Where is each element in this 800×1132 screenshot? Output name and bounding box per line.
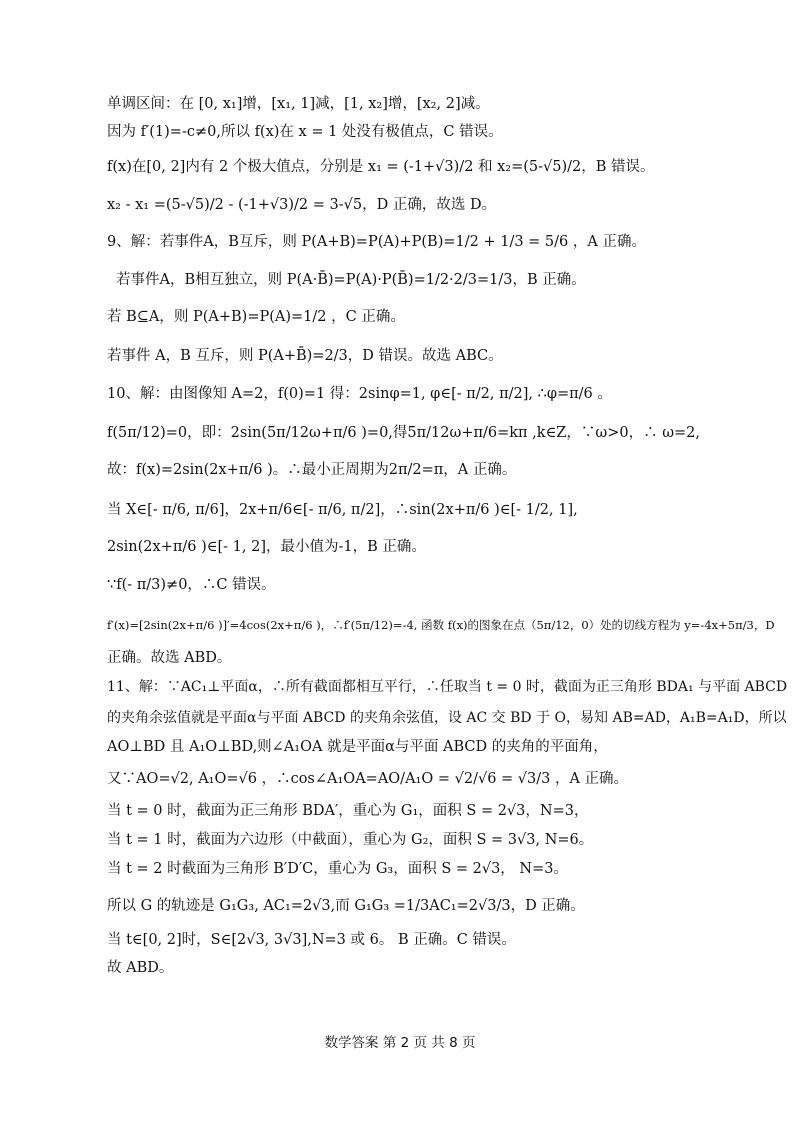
text-line: x₂ - x₁ =(5-√5)/2 - (-1+√3)/2 = 3-√5，D 正确，故选 D。	[107, 197, 497, 213]
text-line: 若事件 A，B 互斥，则 P(A+B̄)=2/3，D 错误。故选 ABC。	[107, 348, 503, 364]
text-line: 2sin(2x+π/6 )∈[- 1, 2]，最小值为-1，B 正确。	[107, 539, 426, 555]
text-line: 正确。故选 ABD。	[107, 650, 232, 666]
text-line: 当 t = 0 时，截面为正三角形 BDA′，重心为 G₁，面积 S = 2√3，N=3，	[107, 803, 589, 819]
text-line: 单调区间：在 [0, x₁]增，[x₁, 1]减，[1, x₂]增，[x₂, 2]减。	[107, 96, 490, 112]
text-line: 因为 f′(1)=-c≠0,所以 f(x)在 x = 1 处没有极值点，C 错误。	[107, 124, 503, 140]
text-line: 当 t = 2 时截面为三角形 B′D′C，重心为 G₃，面积 S = 2√3， N=3。	[107, 861, 568, 877]
text-line: 所以 G 的轨迹是 G₁G₃, AC₁=2√3,而 G₁G₃ =1/3AC₁=2√3/3，D 正确。	[107, 898, 585, 914]
text-line: 当 t = 1 时，截面为六边形（中截面），重心为 G₂，面积 S = 3√3, N=6。	[107, 832, 594, 848]
text-line: 若事件A，B相互独立，则 P(A·B̄)=P(A)·P(B̄)=1/2·2/3=1/3，B 正确。	[116, 272, 586, 288]
text-line: f(x)在[0, 2]内有 2 个极大值点，分别是 x₁ = (-1+√3)/2 和 x₂=(5-√5)/2，B 错误。	[107, 159, 655, 175]
text-line: f(5π/12)=0，即：2sin(5π/12ω+π/6 )=0,得5π/12ω+π/6=kπ ,k∈Z，∵ω>0，∴ ω=2,	[107, 425, 700, 441]
text-line: 的夹角余弦值就是平面α与平面 ABCD 的夹角余弦值，设 AC 交 BD 于 O，易知 AB=AD，A₁B=A₁D，所以	[107, 710, 787, 726]
page-footer: 数学答案 第 2 页 共 8 页	[324, 1035, 476, 1051]
text-line: 故 ABD。	[107, 960, 174, 976]
text-line: 故：f(x)=2sin(2x+π/6 )。∴最小正周期为2π/2=π，A 正确。	[107, 462, 517, 478]
text-line: f′(x)=[2sin(2x+π/6 )]′=4cos(2x+π/6 )，∴f′(5π/12)=-4, 函数 f(x)的图象在点（5π/12，0）处的切线方程为 y=-4x+5π/3，D	[107, 618, 775, 632]
text-line: 又∵AO=√2, A₁O=√6 ，∴cos∠A₁OA=AO/A₁O = √2/√6 = √3/3 ，A 正确。	[107, 771, 629, 787]
text-line: 当 t∈[0, 2]时，S∈[2√3, 3√3],N=3 或 6。 B 正确。C 错误。	[107, 932, 516, 948]
text-line: 10、解：由图像知 A=2，f(0)=1 得：2sinφ=1, φ∈[- π/2, π/2], ∴φ=π/6 。	[107, 386, 612, 402]
text-line: 当 X∈[- π/6, π/6]，2x+π/6∈[- π/6, π/2]，∴sin(2x+π/6 )∈[- 1/2, 1],	[107, 502, 578, 518]
text-line: AO⊥BD 且 A₁O⊥BD,则∠A₁OA 就是平面α与平面 ABCD 的夹角的平面角，	[107, 739, 608, 755]
text-line: 9、解：若事件A，B互斥，则 P(A+B)=P(A)+P(B)=1/2 + 1/3 = 5/6 ，A 正确。	[107, 234, 646, 250]
text-line: 若 B⊆A，则 P(A+B)=P(A)=1/2 ，C 正确。	[107, 309, 405, 325]
text-line: ∵f(- π/3)≠0，∴C 错误。	[107, 577, 276, 593]
text-line: 11、解：∵AC₁⊥平面α，∴所有截面都相互平行，∴任取当 t = 0 时，截面为正三角形 BDA₁ 与平面 ABCD	[107, 679, 788, 695]
